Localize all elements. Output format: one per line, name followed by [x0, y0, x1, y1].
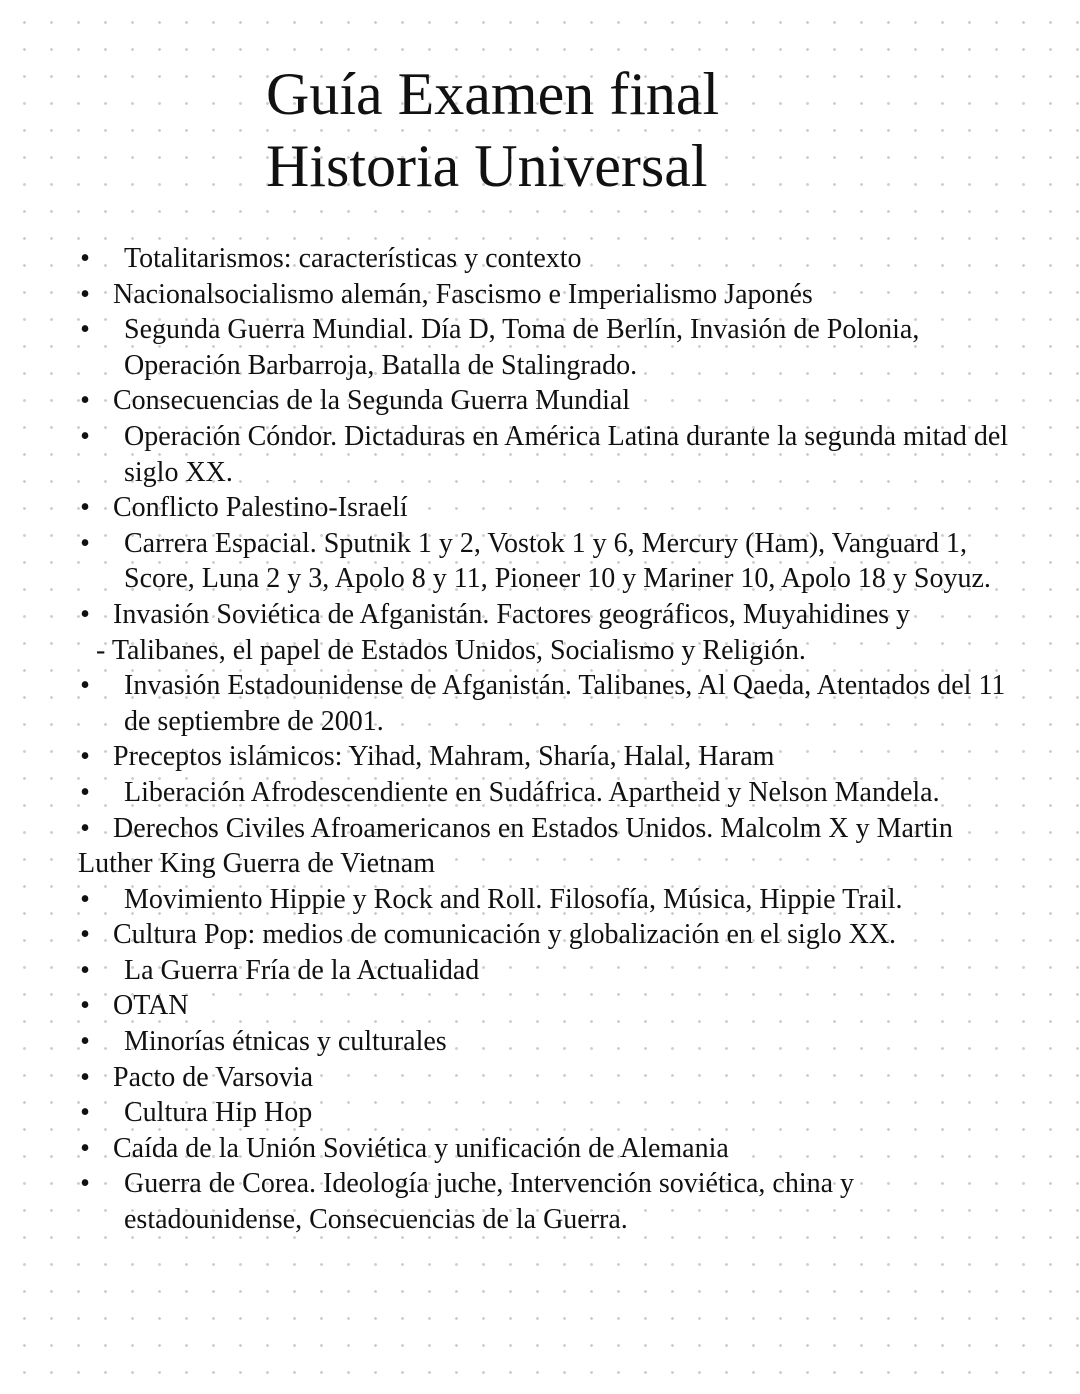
- list-item: [78, 1024, 1018, 1060]
- bullet-icon: •: [80, 776, 90, 808]
- list-item-text: Minorías étnicas y culturales: [124, 1026, 447, 1058]
- title-line-2: Historia Universal: [266, 133, 708, 199]
- list-item: [78, 811, 1018, 882]
- bullet-icon: •: [80, 741, 90, 773]
- topic-list: [78, 241, 1018, 1238]
- list-item: [78, 1060, 1018, 1096]
- list-item-text: OTAN: [113, 990, 189, 1022]
- bullet-icon: •: [80, 1026, 90, 1058]
- bullet-icon: •: [80, 990, 90, 1022]
- list-item: [78, 988, 1018, 1024]
- bullet-icon: •: [80, 278, 90, 310]
- list-item-text: Derechos Civiles Afroamericanos en Estados Unidos. Malcolm X y Martin Luther King Guerra de Vietnam: [78, 812, 953, 880]
- list-item: [78, 490, 1018, 526]
- list-item-text: Totalitarismos: características y contexto: [124, 243, 582, 274]
- list-item-text: Guerra de Corea. Ideología juche, Intervención soviética, china y estadounidense, Consecuencias de la Guerra.: [124, 1168, 855, 1236]
- list-item-text: La Guerra Fría de la Actualidad: [124, 954, 480, 986]
- bullet-icon: •: [80, 954, 90, 986]
- bullet-icon: •: [80, 598, 90, 630]
- bullet-icon: •: [80, 243, 90, 274]
- list-item: [78, 277, 1018, 313]
- list-item-text: Segunda Guerra Mundial. Día D, Toma de Berlín, Invasión de Polonia, Operación Barbarroja, Batalla de Stalingrado.: [124, 314, 920, 381]
- list-item: [78, 419, 1018, 490]
- list-item-text: Operación Cóndor. Dictaduras en América Latina durante la segunda mitad del siglo XX.: [124, 420, 1009, 488]
- bullet-icon: •: [80, 1168, 90, 1200]
- list-item: [78, 1095, 1018, 1131]
- list-item-text: Movimiento Hippie y Rock and Roll. Filosofía, Música, Hippie Trail.: [124, 883, 903, 915]
- list-item: [78, 1131, 1018, 1167]
- bullet-icon: •: [80, 420, 90, 452]
- title-line-1: Guía Examen final: [266, 61, 720, 127]
- list-item: [78, 668, 1018, 739]
- list-item-text: Pacto de Varsovia: [113, 1061, 314, 1093]
- list-item-text: Cultura Hip Hop: [124, 1097, 313, 1129]
- list-item-text: Consecuencias de la Segunda Guerra Mundial: [113, 385, 631, 417]
- bullet-icon: •: [80, 1132, 90, 1164]
- bullet-icon: •: [80, 883, 90, 915]
- list-item: [78, 312, 1018, 383]
- list-item-text: Nacionalsocialismo alemán, Fascismo e Imperialismo Japonés: [113, 278, 813, 310]
- bullet-icon: •: [80, 527, 90, 559]
- list-item: [78, 882, 1018, 918]
- list-item-text: Carrera Espacial. Sputnik 1 y 2, Vostok 1 y 6, Mercury (Ham), Vanguard 1, Score, Luna 2 y 3, Apolo 8 y 11, Pioneer 10 y Mariner 10, Apolo 18 y Soyuz.: [124, 527, 991, 595]
- bullet-icon: •: [80, 385, 90, 417]
- bullet-icon: •: [80, 919, 90, 951]
- list-item-text: Liberación Afrodescendiente en Sudáfrica. Apartheid y Nelson Mandela.: [124, 776, 940, 808]
- list-item: [78, 1166, 1018, 1237]
- list-item: [78, 241, 1018, 277]
- list-item: [78, 775, 1018, 811]
- list-item: [78, 953, 1018, 989]
- list-item-text: Invasión Soviética de Afganistán. Factores geográficos, Muyahidines y: [113, 598, 911, 630]
- list-item: [78, 739, 1018, 775]
- list-item-continuation: - Talibanes, el papel de Estados Unidos, Socialismo y Religión.: [96, 634, 806, 666]
- list-item-text: Preceptos islámicos: Yihad, Mahram, Sharía, Halal, Haram: [113, 741, 775, 773]
- page-title: [266, 58, 966, 202]
- list-item-text: Cultura Pop: medios de comunicación y globalización en el siglo XX.: [113, 919, 897, 951]
- list-item: [78, 526, 1018, 597]
- list-item: [78, 597, 1018, 668]
- list-item: [78, 383, 1018, 419]
- list-item-text: Caída de la Unión Soviética y unificación de Alemania: [113, 1132, 729, 1164]
- list-item-text: Invasión Estadounidense de Afganistán. Talibanes, Al Qaeda, Atentados del 11 de septiembre de 2001.: [124, 670, 1006, 737]
- bullet-icon: •: [80, 314, 90, 346]
- bullet-icon: •: [80, 812, 90, 844]
- bullet-icon: •: [80, 670, 90, 702]
- bullet-icon: •: [80, 1061, 90, 1093]
- list-item-text: Conflicto Palestino-Israelí: [113, 492, 408, 524]
- list-item: [78, 917, 1018, 953]
- bullet-icon: •: [80, 1097, 90, 1129]
- bullet-icon: •: [80, 492, 90, 524]
